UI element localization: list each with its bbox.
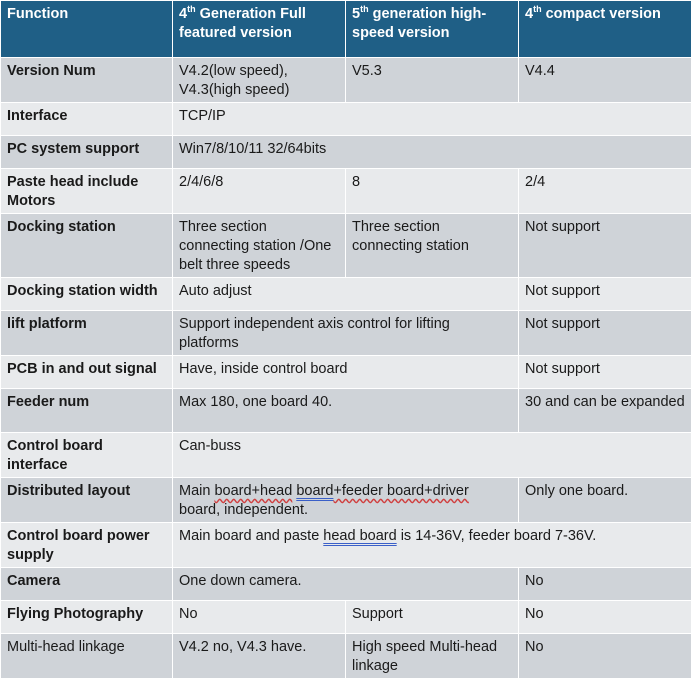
cell-value: Win7/8/10/11 32/64bits xyxy=(173,136,692,169)
row-feeder-num xyxy=(1,389,692,433)
cell-value: 2/4 xyxy=(519,169,692,214)
cell-value: No xyxy=(519,601,692,634)
row-label: Docking station xyxy=(1,214,173,278)
row-control-board-interface xyxy=(1,433,692,478)
cell-value: High speed Multi-head linkage xyxy=(346,634,519,679)
row-label: Version Num xyxy=(1,58,173,103)
cell-value: Three section connecting station xyxy=(346,214,519,278)
cell-value: 8 xyxy=(346,169,519,214)
cell-value: No xyxy=(519,568,692,601)
header-row xyxy=(1,1,692,58)
row-lift-platform xyxy=(1,311,692,356)
row-label: Control board interface xyxy=(1,433,173,478)
row-label: Multi-head linkage xyxy=(1,634,173,679)
header-4th-compact: 4th compact version xyxy=(519,1,692,58)
row-label: Feeder num xyxy=(1,389,173,433)
header-function: Function xyxy=(1,1,173,58)
row-label: Distributed layout xyxy=(1,478,173,523)
cell-value: Not support xyxy=(519,278,692,311)
cell-value: Can-buss xyxy=(173,433,692,478)
cell-value: V4.4 xyxy=(519,58,692,103)
cell-value: 2/4/6/8 xyxy=(173,169,346,214)
row-label: PC system support xyxy=(1,136,173,169)
row-label: lift platform xyxy=(1,311,173,356)
cell-value: Main board+head board+feeder board+driver board, independent. xyxy=(173,478,519,523)
row-docking-width xyxy=(1,278,692,311)
cell-value: TCP/IP xyxy=(173,103,692,136)
row-power-supply xyxy=(1,523,692,568)
row-label: PCB in and out signal xyxy=(1,356,173,389)
cell-value: V4.2(low speed), V4.3(high speed) xyxy=(173,58,346,103)
cell-value: V4.2 no, V4.3 have. xyxy=(173,634,346,679)
cell-value: Support independent axis control for lifting platforms xyxy=(173,311,519,356)
row-label: Camera xyxy=(1,568,173,601)
row-interface xyxy=(1,103,692,136)
row-paste-head xyxy=(1,169,692,214)
row-pcb-signal xyxy=(1,356,692,389)
cell-value: One down camera. xyxy=(173,568,519,601)
header-5th-high-speed: 5th generation high-speed version xyxy=(346,1,519,58)
row-label: Paste head include Motors xyxy=(1,169,173,214)
cell-value: Support xyxy=(346,601,519,634)
cell-value: Auto adjust xyxy=(173,278,519,311)
cell-value: Not support xyxy=(519,311,692,356)
row-label: Control board power supply xyxy=(1,523,173,568)
cell-value: Only one board. xyxy=(519,478,692,523)
cell-value: 30 and can be expanded xyxy=(519,389,692,433)
row-docking-station xyxy=(1,214,692,278)
row-distributed-layout xyxy=(1,478,692,523)
row-label: Flying Photography xyxy=(1,601,173,634)
row-label: Docking station width xyxy=(1,278,173,311)
row-version-num xyxy=(1,58,692,103)
cell-value: Have, inside control board xyxy=(173,356,519,389)
header-4th-full: 4th Generation Full featured version xyxy=(173,1,346,58)
row-label: Interface xyxy=(1,103,173,136)
cell-value: Three section connecting station /One belt three speeds xyxy=(173,214,346,278)
row-camera xyxy=(1,568,692,601)
cell-value: V5.3 xyxy=(346,58,519,103)
cell-value: Max 180, one board 40. xyxy=(173,389,519,433)
row-pc-system xyxy=(1,136,692,169)
cell-value: Not support xyxy=(519,356,692,389)
cell-value: No xyxy=(173,601,346,634)
cell-value: Main board and paste head board is 14-36V, feeder board 7-36V. xyxy=(173,523,692,568)
row-flying-photography xyxy=(1,601,692,634)
cell-value: Not support xyxy=(519,214,692,278)
cell-value: No xyxy=(519,634,692,679)
